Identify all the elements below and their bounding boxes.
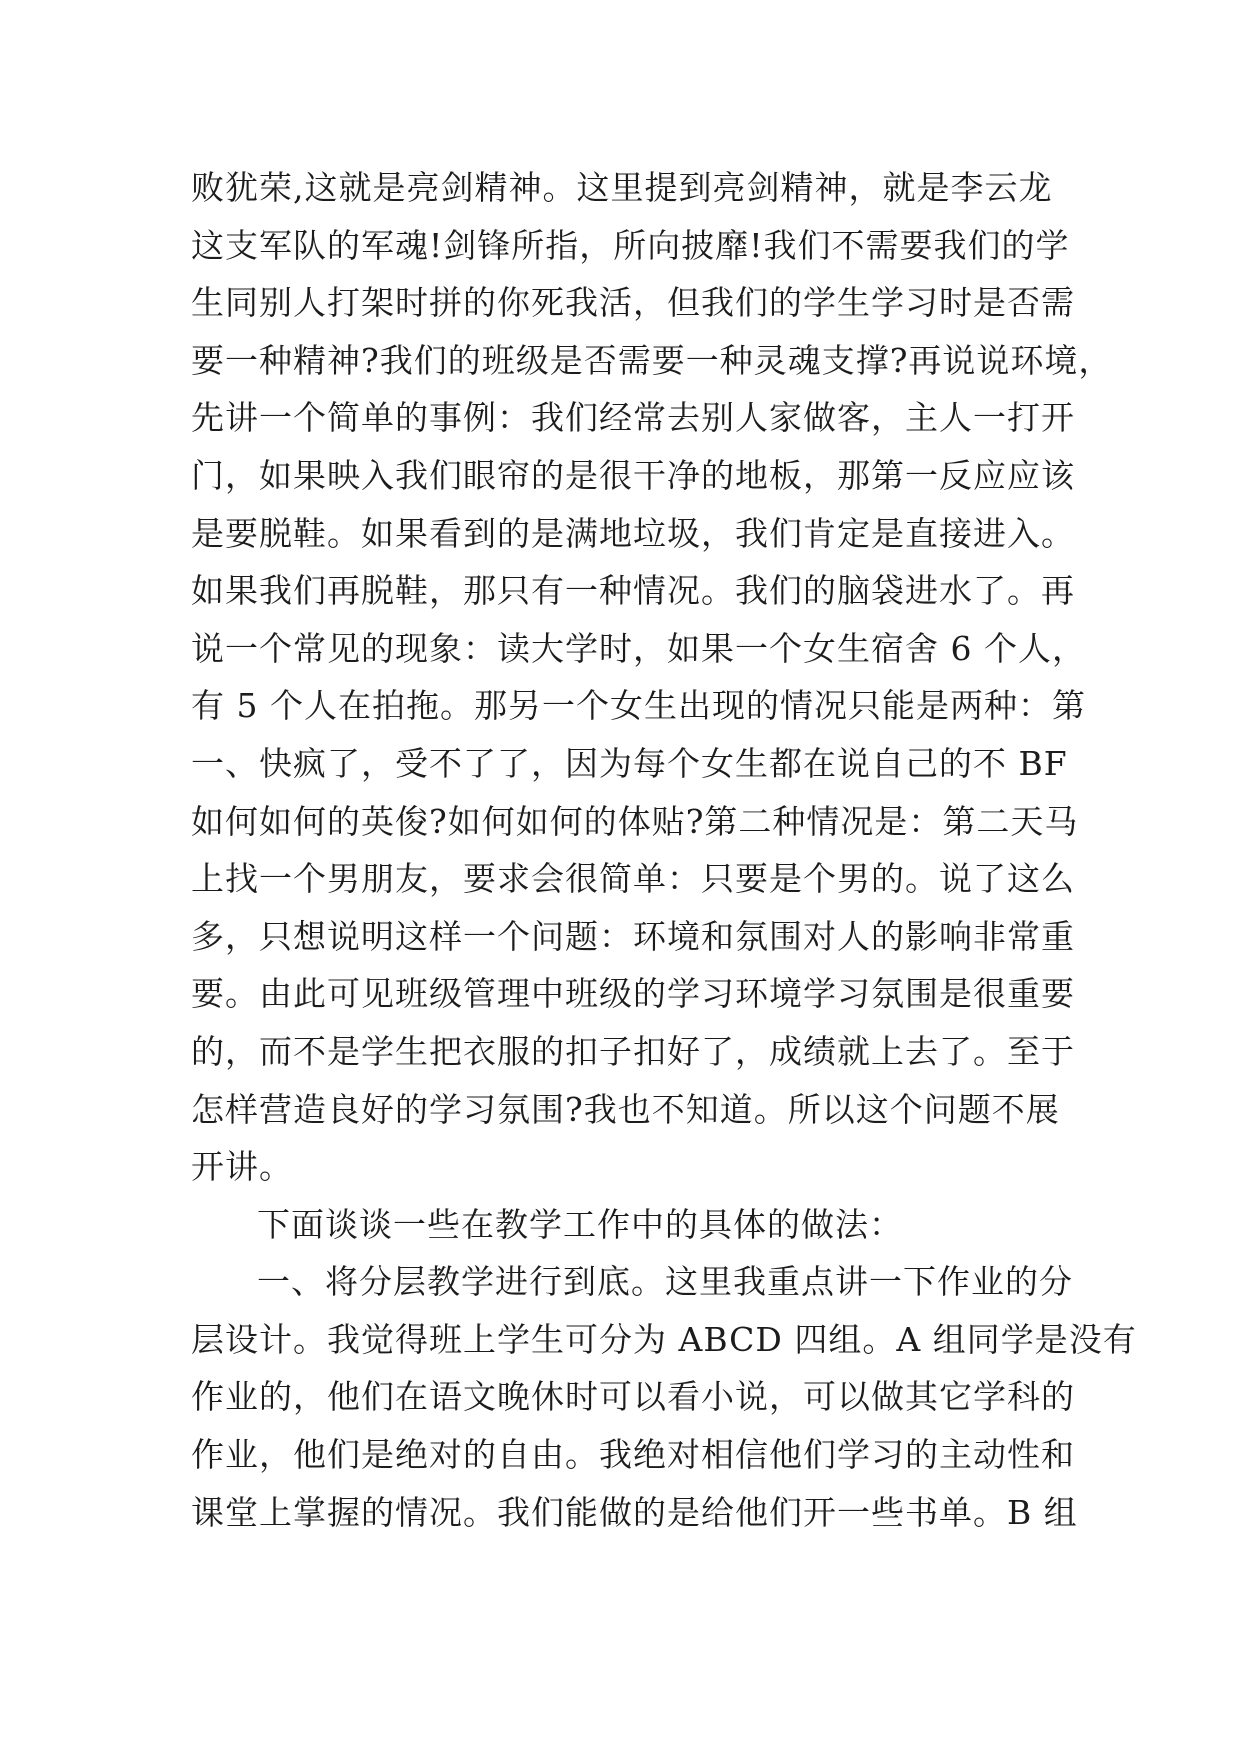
text-line: 课堂上掌握的情况。我们能做的是给他们开一些书单。B 组 — [191, 1492, 1078, 1532]
body-text — [191, 159, 1137, 1541]
text-line: 作业，他们是绝对的自由。我绝对相信他们学习的主动性和 — [191, 1435, 1075, 1475]
text-line: 一、快疯了，受不了了，因为每个女生都在说自己的不 BF — [191, 743, 1068, 783]
text-line: 生同别人打架时拼的你死我活，但我们的学生学习时是否需 — [191, 283, 1075, 323]
text-line: 这支军队的军魂!剑锋所指，所向披靡!我们不需要我们的学 — [191, 225, 1070, 265]
text-line: 败犹荣,这就是亮剑精神。这里提到亮剑精神，就是李云龙 — [191, 168, 1053, 207]
text-line: 层设计。我觉得班上学生可分为 ABCD 四组。A 组同学是没有 — [191, 1319, 1137, 1359]
text-line: 说一个常见的现象：读大学时，如果一个女生宿舍 6 个人， — [191, 628, 1086, 668]
text-line: 是要脱鞋。如果看到的是满地垃圾，我们肯定是直接进入。 — [191, 513, 1075, 553]
text-line: 怎样营造良好的学习氛围?我也不知道。所以这个问题不展 — [191, 1089, 1060, 1129]
text-line: 如果我们再脱鞋，那只有一种情况。我们的脑袋进水了。再 — [191, 571, 1075, 611]
text-line: 门，如果映入我们眼帘的是很干净的地板，那第一反应应该 — [191, 455, 1075, 495]
text-line: 如何如何的英俊?如何如何的体贴?第二种情况是：第二天马 — [191, 801, 1079, 841]
text-line: 多，只想说明这样一个问题：环境和氛围对人的影响非常重 — [191, 916, 1075, 956]
text-line: 作业的，他们在语文晚休时可以看小说，可以做其它学科的 — [191, 1377, 1075, 1417]
paragraph-start-line: 下面谈谈一些在教学工作中的具体的做法： — [257, 1204, 903, 1244]
paragraph-start-line: 一、将分层教学进行到底。这里我重点讲一下作业的分 — [257, 1262, 1073, 1302]
text-line: 先讲一个简单的事例：我们经常去别人家做客，主人一打开 — [191, 398, 1075, 438]
text-line: 开讲。 — [191, 1147, 293, 1187]
text-line: 有 5 个人在拍拖。那另一个女生出现的情况只能是两种：第 — [191, 686, 1086, 726]
text-line: 要一种精神?我们的班级是否需要一种灵魂支撑?再说说环境， — [191, 340, 1113, 380]
text-line: 上找一个男朋友，要求会很简单：只要是个男的。说了这么 — [191, 859, 1075, 899]
text-line: 要。由此可见班级管理中班级的学习环境学习氛围是很重要 — [191, 974, 1075, 1014]
text-line: 的，而不是学生把衣服的扣子扣好了，成绩就上去了。至于 — [191, 1031, 1075, 1071]
